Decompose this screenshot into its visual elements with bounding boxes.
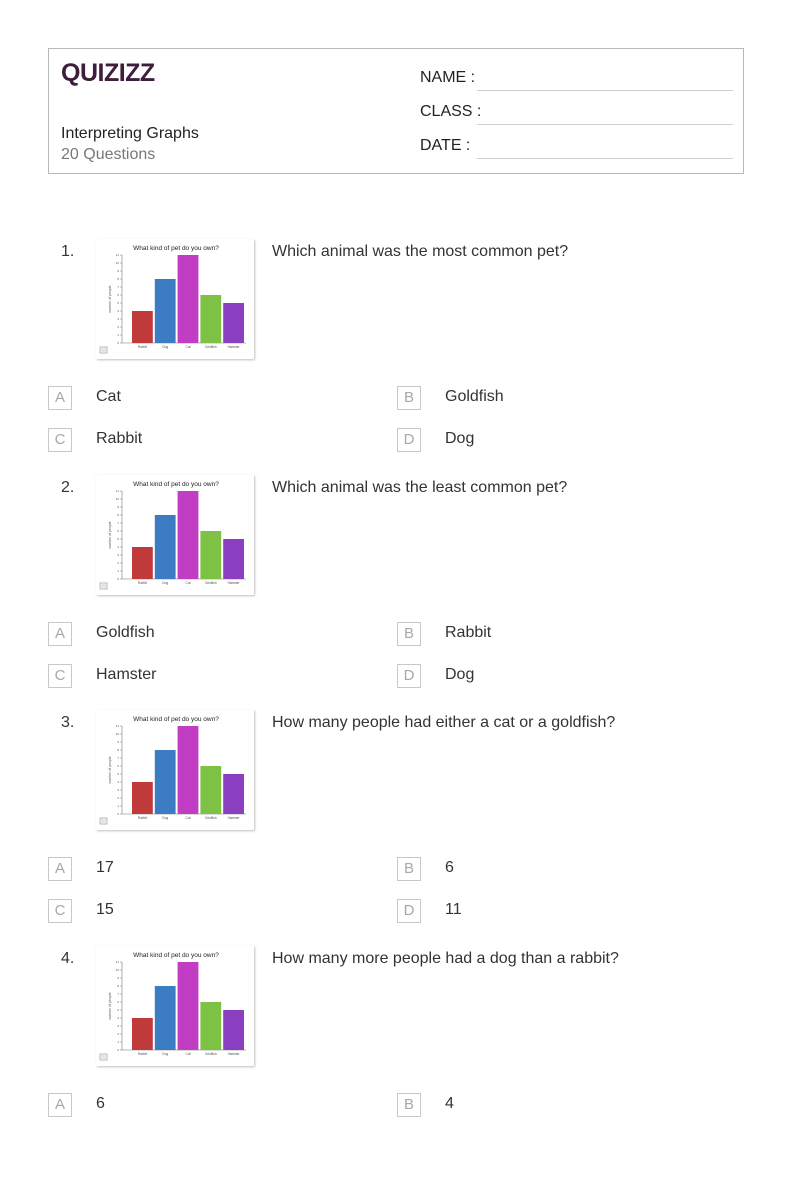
bar-cat: [178, 962, 199, 1050]
x-tick-label: Cat: [185, 345, 191, 349]
y-tick-label: 8: [117, 277, 119, 281]
question-text: Which animal was the least common pet?: [272, 479, 568, 496]
y-tick-label: 8: [117, 748, 119, 752]
bar-dog: [155, 279, 176, 343]
bar-hamster: [223, 1010, 244, 1050]
y-tick-label: 1: [117, 569, 119, 573]
option-letter-box: B: [397, 857, 421, 881]
y-tick-label: 6: [117, 764, 119, 768]
answer-option-d[interactable]: [397, 428, 697, 452]
x-tick-label: Cat: [185, 1052, 191, 1056]
y-tick-label: 7: [117, 285, 119, 289]
option-letter-box: A: [48, 857, 72, 881]
bar-rabbit: [132, 782, 153, 814]
name-field[interactable]: [420, 69, 475, 87]
x-tick-label: Dog: [162, 345, 169, 349]
option-text: 6: [96, 1095, 105, 1112]
y-tick-label: 11: [115, 489, 119, 493]
x-tick-label: Goldfish: [204, 1052, 217, 1056]
pet-chart-image[interactable]: [96, 239, 254, 359]
bar-cat: [178, 726, 199, 814]
x-tick-label: Rabbit: [137, 1052, 148, 1056]
y-tick-label: 4: [117, 309, 119, 313]
question-text: How many more people had a dog than a rabbit?: [272, 950, 619, 967]
x-tick-label: Hamster: [227, 581, 240, 585]
question-number: 2.: [61, 479, 75, 496]
answer-option-c[interactable]: [48, 899, 348, 923]
y-tick-label: 10: [115, 497, 119, 501]
y-tick-label: 4: [117, 780, 119, 784]
option-letter-box: B: [397, 386, 421, 410]
bar-hamster: [223, 539, 244, 579]
y-tick-label: 11: [115, 724, 119, 728]
bar-chart: [96, 946, 254, 1066]
y-tick-label: 10: [115, 968, 119, 972]
image-icon: [100, 347, 107, 353]
image-icon: [100, 818, 107, 824]
x-tick-label: Rabbit: [137, 345, 148, 349]
y-tick-label: 1: [117, 804, 119, 808]
option-text: 4: [445, 1095, 454, 1112]
y-tick-label: 6: [117, 529, 119, 533]
bar-rabbit: [132, 311, 153, 343]
y-tick-label: 0: [117, 812, 119, 816]
bar-dog: [155, 986, 176, 1050]
y-axis-label: number of people: [108, 756, 112, 784]
y-axis-label: number of people: [108, 285, 112, 313]
chart-title: What kind of pet do you own?: [133, 952, 219, 959]
y-tick-label: 5: [117, 537, 119, 541]
y-tick-label: 0: [117, 1048, 119, 1052]
y-tick-label: 9: [117, 269, 119, 273]
bar-dog: [155, 750, 176, 814]
bar-cat: [178, 491, 199, 579]
answer-option-d[interactable]: [397, 664, 697, 688]
bar-goldfish: [200, 766, 221, 814]
class-field[interactable]: [420, 103, 481, 121]
x-tick-label: Hamster: [227, 1052, 240, 1056]
option-letter-box: D: [397, 428, 421, 452]
date-line: [477, 158, 733, 159]
option-text: 15: [96, 901, 114, 918]
bar-chart: [96, 710, 254, 830]
worksheet-header: [48, 48, 744, 174]
option-letter-box: B: [397, 1093, 421, 1117]
y-tick-label: 0: [117, 341, 119, 345]
option-text: Goldfish: [445, 388, 504, 405]
option-text: Goldfish: [96, 624, 155, 641]
answer-option-c[interactable]: [48, 664, 348, 688]
question-2: [0, 479, 794, 715]
answer-option-a[interactable]: [48, 1093, 348, 1117]
bar-cat: [178, 255, 199, 343]
answer-option-d[interactable]: [397, 899, 697, 923]
y-tick-label: 7: [117, 521, 119, 525]
y-tick-label: 3: [117, 1024, 119, 1028]
answer-option-b[interactable]: [397, 622, 697, 646]
option-letter-box: C: [48, 664, 72, 688]
option-letter-box: D: [397, 899, 421, 923]
answer-option-a[interactable]: [48, 857, 348, 881]
y-tick-label: 2: [117, 796, 119, 800]
y-tick-label: 8: [117, 984, 119, 988]
y-tick-label: 6: [117, 1000, 119, 1004]
image-icon: [100, 583, 107, 589]
question-number: 1.: [61, 243, 75, 260]
class-line: [477, 124, 733, 125]
chart-title: What kind of pet do you own?: [133, 716, 219, 723]
y-tick-label: 11: [115, 253, 119, 257]
question-3: [0, 714, 794, 950]
y-tick-label: 5: [117, 301, 119, 305]
x-tick-label: Rabbit: [137, 816, 148, 820]
bar-goldfish: [200, 531, 221, 579]
option-text: Rabbit: [445, 624, 492, 641]
bar-chart: [96, 239, 254, 359]
answer-option-a[interactable]: [48, 386, 348, 410]
date-label: DATE :: [420, 137, 471, 154]
option-text: Hamster: [96, 666, 157, 683]
bar-hamster: [223, 303, 244, 343]
option-letter-box: A: [48, 1093, 72, 1117]
y-tick-label: 10: [115, 732, 119, 736]
x-tick-label: Goldfish: [204, 816, 217, 820]
option-letter-box: B: [397, 622, 421, 646]
x-tick-label: Rabbit: [137, 581, 148, 585]
option-letter-box: C: [48, 428, 72, 452]
bar-rabbit: [132, 547, 153, 579]
option-text: 17: [96, 859, 114, 876]
y-tick-label: 5: [117, 772, 119, 776]
option-letter-box: A: [48, 386, 72, 410]
y-tick-label: 2: [117, 561, 119, 565]
pet-chart-image[interactable]: [96, 710, 254, 830]
option-letter-box: C: [48, 899, 72, 923]
worksheet-title: Interpreting Graphs: [61, 125, 199, 142]
x-tick-label: Goldfish: [204, 581, 217, 585]
answer-option-a[interactable]: [48, 622, 348, 646]
y-tick-label: 2: [117, 325, 119, 329]
y-tick-label: 7: [117, 756, 119, 760]
x-tick-label: Hamster: [227, 816, 240, 820]
bar-goldfish: [200, 1002, 221, 1050]
name-line: [477, 90, 733, 91]
bar-hamster: [223, 774, 244, 814]
x-tick-label: Goldfish: [204, 345, 217, 349]
y-tick-label: 8: [117, 513, 119, 517]
y-tick-label: 1: [117, 1040, 119, 1044]
x-tick-label: Hamster: [227, 345, 240, 349]
y-tick-label: 6: [117, 293, 119, 297]
y-axis-label: number of people: [108, 521, 112, 549]
y-tick-label: 9: [117, 740, 119, 744]
bar-chart: [96, 475, 254, 595]
option-text: Cat: [96, 388, 121, 405]
x-tick-label: Dog: [162, 816, 169, 820]
y-tick-label: 3: [117, 317, 119, 321]
pet-chart-image[interactable]: [96, 946, 254, 1066]
x-tick-label: Cat: [185, 581, 191, 585]
question-number: 3.: [61, 714, 75, 731]
option-letter-box: D: [397, 664, 421, 688]
y-tick-label: 5: [117, 1008, 119, 1012]
class-label: CLASS :: [420, 103, 482, 120]
option-text: 11: [445, 901, 462, 918]
name-label: NAME :: [420, 69, 476, 86]
question-4: [0, 950, 794, 1186]
pet-chart-image[interactable]: [96, 475, 254, 595]
chart-title: What kind of pet do you own?: [133, 481, 219, 488]
question-number: 4.: [61, 950, 75, 967]
date-field[interactable]: [420, 137, 470, 155]
answer-option-c[interactable]: [48, 428, 348, 452]
question-text: How many people had either a cat or a goldfish?: [272, 714, 616, 731]
answer-option-b[interactable]: [397, 857, 697, 881]
y-tick-label: 0: [117, 577, 119, 581]
chart-title: What kind of pet do you own?: [133, 245, 219, 252]
x-tick-label: Dog: [162, 1052, 169, 1056]
quizizz-logo: QUIZIZZ: [61, 59, 155, 87]
x-tick-label: Dog: [162, 581, 169, 585]
y-tick-label: 9: [117, 505, 119, 509]
y-tick-label: 10: [115, 261, 119, 265]
x-tick-label: Cat: [185, 816, 191, 820]
answer-option-b[interactable]: [397, 1093, 697, 1117]
bar-dog: [155, 515, 176, 579]
option-text: Dog: [445, 430, 475, 447]
y-axis-label: number of people: [108, 992, 112, 1020]
bar-rabbit: [132, 1018, 153, 1050]
y-tick-label: 7: [117, 992, 119, 996]
question-count: 20 Questions: [61, 146, 156, 163]
y-tick-label: 9: [117, 976, 119, 980]
y-tick-label: 3: [117, 553, 119, 557]
option-text: Dog: [445, 666, 475, 683]
option-text: 6: [445, 859, 454, 876]
y-tick-label: 4: [117, 545, 119, 549]
option-letter-box: A: [48, 622, 72, 646]
question-text: Which animal was the most common pet?: [272, 243, 569, 260]
bar-goldfish: [200, 295, 221, 343]
option-text: Rabbit: [96, 430, 143, 447]
question-1: [0, 243, 794, 479]
y-tick-label: 3: [117, 788, 119, 792]
y-tick-label: 2: [117, 1032, 119, 1036]
image-icon: [100, 1054, 107, 1060]
y-tick-label: 4: [117, 1016, 119, 1020]
y-tick-label: 1: [117, 333, 119, 337]
y-tick-label: 11: [115, 960, 119, 964]
answer-option-b[interactable]: [397, 386, 697, 410]
